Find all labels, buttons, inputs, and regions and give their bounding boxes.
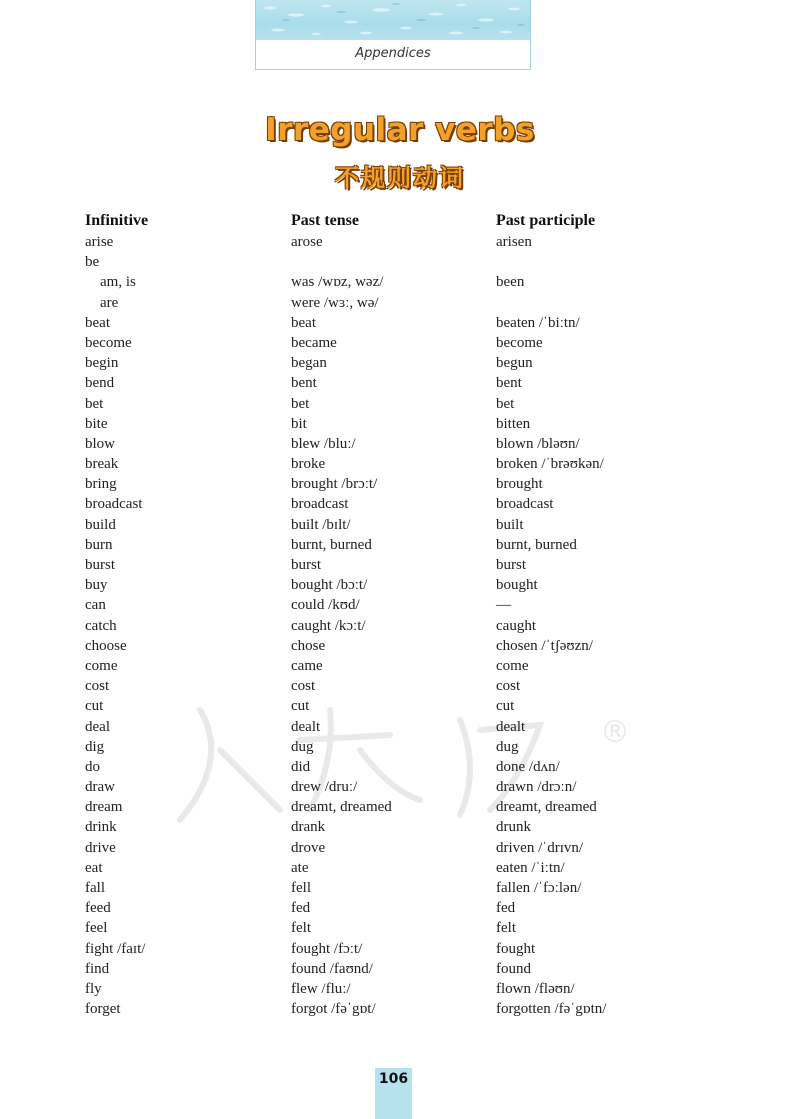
column-header-past-tense: Past tense [291,212,359,229]
table-row [0,454,800,474]
past-tense-cell: found /faʊnd/ [291,960,373,977]
table-row [0,757,800,777]
past-tense-cell: dug [291,738,314,755]
infinitive-cell: are [100,294,119,311]
table-row [0,817,800,837]
table-row [0,797,800,817]
past-tense-cell: drew /druː/ [291,779,358,796]
table-row [0,898,800,918]
infinitive-cell: beat [85,314,110,331]
past-tense-cell: caught /kɔːt/ [291,617,366,634]
infinitive-cell: can [85,597,106,614]
infinitive-cell: draw [85,779,115,796]
page-title: Irregular verbs [265,112,535,148]
table-row [0,474,800,494]
table-row [0,232,800,252]
past-tense-cell: arose [291,234,323,250]
table-row [0,717,800,737]
infinitive-cell: choose [85,637,127,654]
infinitive-cell: arise [85,234,114,250]
past-participle-cell: — [496,597,511,614]
past-participle-cell: bet [496,395,515,412]
past-tense-cell: bent [291,375,317,392]
table-row [0,252,800,272]
past-participle-cell: brought [496,476,543,493]
table-row [0,313,800,333]
infinitive-cell: forget [85,1001,121,1018]
infinitive-cell: bite [85,415,108,432]
running-header [255,0,531,70]
past-tense-cell: fought /fɔːt/ [291,940,363,957]
table-row [0,333,800,353]
past-participle-cell: dealt [496,718,526,735]
infinitive-cell: cost [85,678,110,695]
past-participle-cell: found [496,960,531,977]
past-tense-cell: began [291,355,327,372]
past-tense-cell: broke [291,456,326,473]
infinitive-cell: be [85,254,100,271]
past-tense-cell: were /wɜː, wə/ [291,294,379,311]
registered-mark: ® [600,715,630,750]
past-participle-cell: chosen /ˈtʃəʊzn/ [496,637,593,654]
infinitive-cell: buy [85,577,108,594]
past-participle-cell: caught [496,617,536,634]
infinitive-cell: dig [85,738,105,755]
table-row [0,939,800,959]
table-row [0,555,800,575]
past-tense-cell: could /kʊd/ [291,597,360,614]
past-participle-cell: eaten /ˈiːtn/ [496,859,565,876]
infinitive-cell: bend [85,375,115,392]
infinitive-cell: come [85,657,118,674]
infinitive-cell: break [85,456,119,473]
past-tense-cell: cut [291,698,310,715]
past-tense-cell: bit [291,415,307,432]
past-tense-cell: ate [291,859,309,876]
past-tense-cell: drove [291,839,326,856]
table-row [0,535,800,555]
past-participle-cell: broken /ˈbrəʊkən/ [496,456,604,473]
table-row [0,656,800,676]
header-water-pattern [256,0,530,40]
past-tense-cell: cost [291,678,316,695]
infinitive-cell: burst [85,557,115,573]
past-participle-cell: burnt, burned [496,536,577,553]
table-row [0,494,800,514]
table-row [0,676,800,696]
table-row [0,394,800,414]
past-tense-cell: fell [291,880,311,896]
past-participle-cell: forgotten /fəˈgɒtn/ [496,1001,607,1018]
past-participle-cell: fallen /ˈfɔːlən/ [496,880,582,896]
past-tense-cell: chose [291,637,326,654]
past-participle-cell: done /dʌn/ [496,758,560,775]
column-header-past-participle: Past participle [496,212,596,229]
past-participle-cell: flown /fləʊn/ [496,980,575,997]
past-participle-cell: been [496,274,525,291]
infinitive-cell: cut [85,698,104,715]
past-tense-cell: burst [291,557,321,573]
table-row [0,979,800,999]
past-participle-cell: drunk [496,819,531,836]
past-tense-cell: dreamt, dreamed [291,799,392,816]
header-label: Appendices [355,46,431,61]
past-participle-cell: bitten [496,415,531,432]
past-tense-cell: fed [291,900,311,917]
past-tense-cell: drank [291,819,326,836]
infinitive-cell: fly [85,980,102,997]
infinitive-cell: feel [85,920,108,937]
past-tense-cell: was /wɒz, wəz/ [291,274,384,291]
past-participle-cell: driven /ˈdrɪvn/ [496,839,584,856]
past-tense-cell: bought /bɔːt/ [291,577,368,594]
ripple-pattern-icon [256,0,530,40]
infinitive-cell: begin [85,355,119,372]
past-tense-cell: bet [291,395,310,412]
past-participle-cell: fought [496,940,536,957]
infinitive-cell: do [85,758,100,775]
past-participle-cell: broadcast [496,496,554,513]
page-number-box [375,1068,412,1119]
past-participle-cell: bent [496,375,522,392]
infinitive-cell: drive [85,839,116,856]
table-row [0,999,800,1019]
page-number: 106 [378,1071,409,1087]
past-participle-cell: cost [496,678,521,695]
past-participle-cell: bought [496,577,538,594]
infinitive-cell: broadcast [85,496,143,513]
past-participle-cell: fed [496,900,516,917]
table-row [0,616,800,636]
past-tense-cell: brought /brɔːt/ [291,476,378,493]
verb-table [0,232,800,1019]
table-row [0,434,800,454]
past-participle-cell: blown /bləʊn/ [496,435,580,452]
column-header-infinitive: Infinitive [85,212,149,229]
infinitive-cell: become [85,334,132,351]
table-row [0,293,800,313]
past-tense-cell: flew /fluː/ [291,980,351,997]
page-title-chinese: 不规则动词 [335,164,465,192]
table-row [0,515,800,535]
table-row [0,272,800,292]
table-row [0,696,800,716]
infinitive-cell: find [85,960,110,977]
table-row [0,414,800,434]
past-tense-cell: came [291,657,323,674]
infinitive-cell: bring [85,476,117,493]
past-tense-cell: burnt, burned [291,536,372,553]
infinitive-cell: blow [85,435,115,452]
past-tense-cell: felt [291,920,311,937]
past-participle-cell: cut [496,698,515,715]
table-row [0,636,800,656]
past-tense-cell: beat [291,314,316,331]
past-tense-cell: became [291,334,337,351]
infinitive-cell: eat [85,859,103,876]
past-participle-cell: dug [496,738,519,755]
past-participle-cell: come [496,657,529,674]
past-participle-cell: become [496,334,543,351]
table-row [0,737,800,757]
past-participle-cell: built [496,516,524,533]
past-participle-cell: arisen [496,234,532,250]
past-tense-cell: built /bɪlt/ [291,516,351,533]
infinitive-cell: burn [85,536,113,553]
table-row [0,878,800,898]
table-row [0,353,800,373]
past-participle-cell: burst [496,557,526,573]
table-row [0,777,800,797]
infinitive-cell: dream [85,799,123,816]
infinitive-cell: am, is [100,274,136,291]
infinitive-cell: bet [85,395,104,412]
infinitive-cell: deal [85,718,110,735]
table-row [0,918,800,938]
table-row [0,595,800,615]
table-row [0,959,800,979]
past-participle-cell: felt [496,920,516,937]
infinitive-cell: fall [85,880,105,896]
past-participle-cell: beaten /ˈbiːtn/ [496,314,580,331]
infinitive-cell: feed [85,900,111,917]
table-row [0,575,800,595]
past-tense-cell: blew /bluː/ [291,435,356,452]
table-row [0,838,800,858]
past-participle-cell: dreamt, dreamed [496,799,597,816]
infinitive-cell: build [85,516,116,533]
table-row [0,373,800,393]
past-tense-cell: did [291,758,311,775]
infinitive-cell: fight /faɪt/ [85,940,146,957]
past-participle-cell: begun [496,355,533,372]
past-tense-cell: broadcast [291,496,349,513]
past-tense-cell: dealt [291,718,321,735]
table-row [0,858,800,878]
infinitive-cell: catch [85,617,117,634]
past-tense-cell: forgot /fəˈgɒt/ [291,1001,376,1018]
infinitive-cell: drink [85,819,117,836]
past-participle-cell: drawn /drɔːn/ [496,779,577,796]
